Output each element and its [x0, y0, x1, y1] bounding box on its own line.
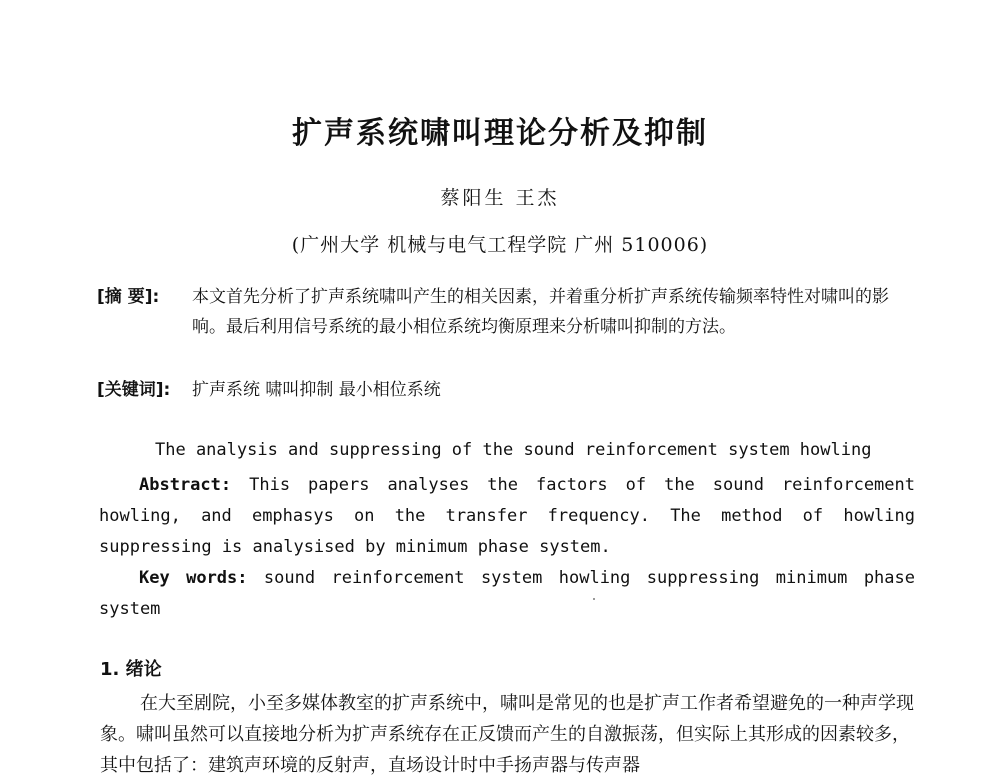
english-abstract-label: Abstract:: [139, 475, 232, 495]
section-1-body: [100, 688, 916, 781]
english-abstract: [99, 470, 915, 563]
english-abstract-text: This papers analyses the factors of the sound reinforcement howling, and emphasys on the transfer frequency. The method of howling suppressing is analysised by minimum phase system.: [99, 475, 915, 557]
chinese-abstract-label: [摘 要]:: [97, 287, 160, 307]
section-1-text: 在大至剧院，小至多媒体教室的扩声系统中，啸叫是常见的也是扩声工作者希望避免的一种声学现象。啸叫虽然可以直接地分析为扩声系统存在正反馈而产生的自激振荡，但实际上其形成的因素较多，其中包括了：建筑声环境的反射声，直场设计时中手扬声器与传声器: [100, 693, 914, 776]
paper-title: 扩声系统啸叫理论分析及抑制: [292, 116, 708, 151]
chinese-keywords-label: [关键词]:: [97, 380, 171, 400]
chinese-abstract: [97, 282, 927, 377]
english-keywords: [99, 563, 915, 625]
chinese-keywords: [97, 375, 927, 405]
english-keywords-label: Key words:: [139, 568, 248, 588]
chinese-abstract-text: 本文首先分析了扩声系统啸叫产生的相关因素，并着重分析扩声系统传输频率特性对啸叫的影响。最后利用信号系统的最小相位系统均衡原理来分析啸叫抑制的方法。: [192, 287, 889, 337]
affiliation: (广州大学 机械与电气工程学院 广州 510006): [291, 234, 709, 256]
english-keywords-text: sound reinforcement system howling suppressing minimum phase system: [99, 568, 915, 619]
authors: 蔡阳生 王杰: [440, 187, 560, 209]
english-title: The analysis and suppressing of the sound reinforcement system howling: [155, 440, 872, 460]
section-1-heading: 1. 绪论: [100, 659, 162, 680]
chinese-keywords-text: 扩声系统 啸叫抑制 最小相位系统: [192, 380, 441, 400]
